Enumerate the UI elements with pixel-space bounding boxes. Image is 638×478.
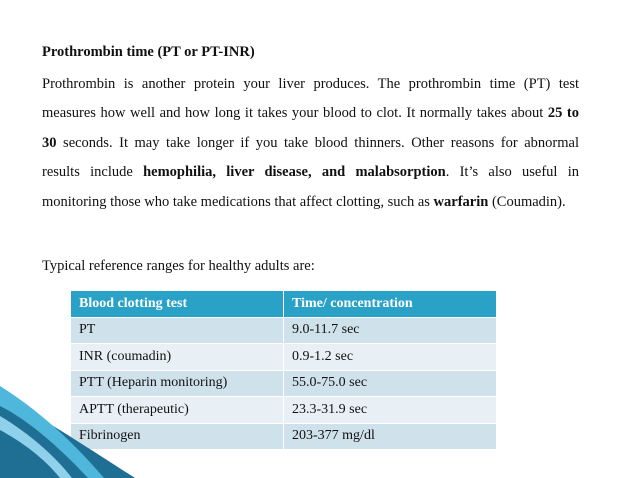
paragraph-text-1: Prothrombin is another protein your liver produces. The prothrombin time (PT) test measures how well and how long it takes your blood to clot. It normally takes about bbox=[42, 76, 579, 122]
paragraph-text-3: . It’s also useful in monitoring those who take medications that affect clotting, such as bbox=[42, 164, 580, 210]
test-name-cell: APTT (therapeutic) bbox=[71, 397, 284, 424]
warfarin-emphasis: warfarin bbox=[433, 193, 489, 210]
conditions-emphasis: hemophilia, liver disease, and malabsorption bbox=[143, 164, 446, 181]
test-name-cell: INR (coumadin) bbox=[71, 344, 284, 371]
paragraph-text-2: seconds. It may take longer if you take blood thinners. Other reasons for abnormal results include bbox=[42, 134, 579, 181]
table-row bbox=[71, 317, 497, 344]
range-value-cell: 23.3-31.9 sec bbox=[284, 397, 497, 424]
range-value-cell: 55.0-75.0 sec bbox=[284, 370, 497, 397]
section-heading: Prothrombin time (PT or PT-INR) bbox=[42, 44, 255, 60]
decorative-swoosh bbox=[0, 386, 140, 478]
range-value-cell: 0.9-1.2 sec bbox=[284, 344, 497, 371]
test-name-cell: PT bbox=[71, 317, 284, 344]
column-header-range: Time/ concentration bbox=[284, 291, 497, 318]
normal-range-emphasis: 25 to 30 bbox=[42, 105, 579, 151]
range-value-cell: 203-377 mg/dl bbox=[284, 423, 497, 450]
body-paragraph bbox=[42, 70, 579, 217]
paragraph-text-4: (Coumadin). bbox=[488, 193, 566, 210]
test-name-cell: Fibrinogen bbox=[71, 423, 284, 450]
table-row bbox=[71, 344, 497, 371]
test-name-cell: PTT (Heparin monitoring) bbox=[71, 370, 284, 397]
table-header-row bbox=[71, 291, 497, 318]
column-header-test: Blood clotting test bbox=[71, 291, 284, 318]
range-value-cell: 9.0-11.7 sec bbox=[284, 317, 497, 344]
table-intro: Typical reference ranges for healthy adults are: bbox=[42, 258, 315, 274]
